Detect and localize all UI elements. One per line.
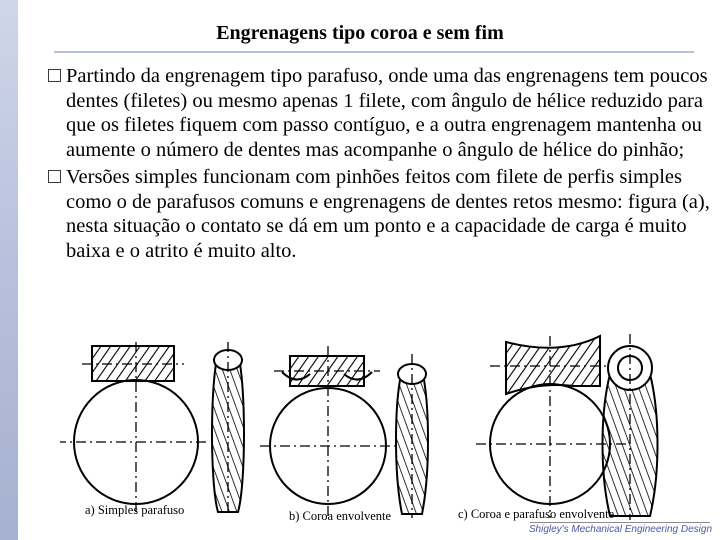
bullet-list (48, 64, 716, 266)
bullet-text: Versões simples funcionam com pinhões feitos com filete de perfis simples como o de parafusos comuns e engrenagens de dentes retos mesmo: figura (a), nesta situação o contato se dá em um ponto e a capacidade de carga é muito baixa e o atrito é muito alto. (66, 166, 710, 262)
title-divider (54, 51, 694, 53)
checkbox-square-icon (48, 69, 61, 82)
bullet-item (48, 64, 716, 162)
gear-set-b (260, 346, 428, 518)
source-credit: Shigley's Mechanical Engineering Design (528, 524, 712, 535)
credit-divider (530, 522, 710, 523)
caption-c: c) Coroa e parafuso envolvente (458, 507, 615, 521)
worm-gear-figure (60, 334, 720, 529)
bullet-item (48, 165, 716, 263)
worm-gear-drawing (60, 334, 720, 524)
sidebar-accent (0, 0, 18, 540)
caption-b: b) Coroa envolvente (289, 509, 392, 523)
gear-set-c (476, 334, 658, 520)
caption-a: a) Simples parafuso (85, 503, 185, 517)
checkbox-square-icon (48, 170, 61, 183)
slide-title: Engrenagens tipo coroa e sem fim (216, 22, 504, 44)
gear-set-a (60, 342, 244, 516)
worm-screw-c (506, 336, 600, 394)
bullet-text: Partindo da engrenagem tipo parafuso, onde uma das engrenagens tem poucos dentes (filetes) ou mesmo apenas 1 filete, com ângulo de hélice reduzido para que os filetes fiquem com passo contíguo, e a outra engrenagem mantenha ou aumente o número de dentes mas acompanhe o ângulo de hélice do pinhão; (66, 65, 708, 161)
